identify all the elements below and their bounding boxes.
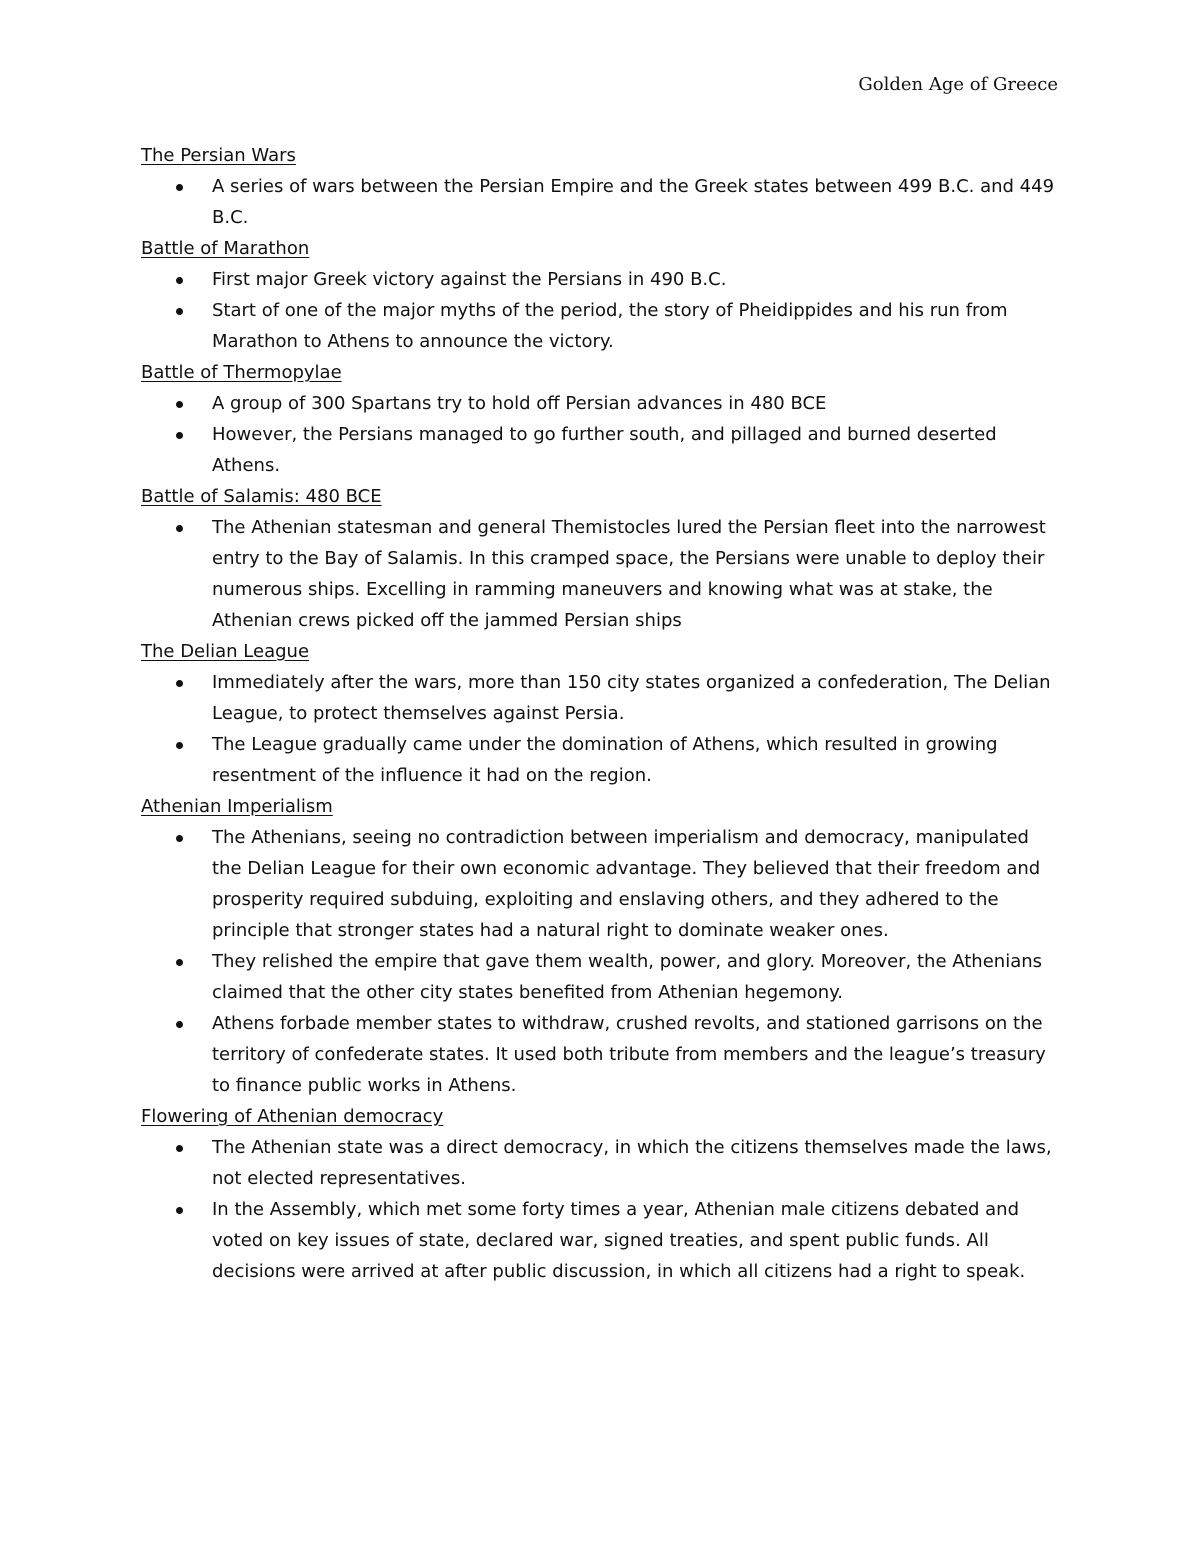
bullet-icon [176,1207,183,1214]
list-item [141,667,1061,729]
bullet-icon [176,401,183,408]
list-item-text: The League gradually came under the domination of Athens, which resulted in growing resentment of the influence it had on the region. [212,734,998,786]
section-heading: Flowering of Athenian democracy [141,1106,444,1127]
section-heading: Athenian Imperialism [141,796,333,817]
list-item-text: In the Assembly, which met some forty times a year, Athenian male citizens debated and voted on key issues of state, declared war, signed treaties, and spent public funds. All decisions were arrived at after public discussion, in which all citizens had a right to speak. [212,1199,1026,1282]
list-item [141,1008,1061,1101]
list-item [141,295,1061,357]
section-heading: The Persian Wars [141,145,296,166]
list-item [141,512,1061,636]
bullet-icon [176,308,183,315]
list-item [141,264,1061,295]
list-item-text: A series of wars between the Persian Empire and the Greek states between 499 B.C. and 449 B.C. [212,176,1055,228]
bullet-list [141,388,1061,481]
list-item [141,171,1061,233]
section-heading: Battle of Marathon [141,238,310,259]
document-header-title: Golden Age of Greece [858,74,1058,95]
bullet-list [141,512,1061,636]
list-item-text: Start of one of the major myths of the period, the story of Pheidippides and his run from Marathon to Athens to announce the victory. [212,300,1008,352]
bullet-list [141,667,1061,791]
bullet-icon [176,277,183,284]
bullet-icon [176,742,183,749]
list-item-text: The Athenian state was a direct democracy, in which the citizens themselves made the laws, not elected representatives. [212,1137,1052,1189]
bullet-icon [176,835,183,842]
document-body [141,140,1061,1287]
list-item-text: The Athenian statesman and general Themistocles lured the Persian fleet into the narrowest entry to the Bay of Salamis. In this cramped space, the Persians were unable to deploy their numerous ships. Excelling in ramming maneuvers and knowing what was at stake, the Athenian crews picked off the jammed Persian ships [212,517,1046,631]
bullet-icon [176,525,183,532]
list-item [141,419,1061,481]
bullet-icon [176,432,183,439]
section-heading: Battle of Salamis: 480 BCE [141,486,382,507]
bullet-icon [176,184,183,191]
list-item [141,388,1061,419]
bullet-icon [176,1021,183,1028]
bullet-list [141,1132,1061,1287]
list-item-text: However, the Persians managed to go further south, and pillaged and burned deserted Athens. [212,424,997,476]
bullet-list [141,264,1061,357]
bullet-list [141,171,1061,233]
list-item [141,946,1061,1008]
bullet-icon [176,959,183,966]
list-item-text: A group of 300 Spartans try to hold off Persian advances in 480 BCE [212,393,827,414]
list-item-text: Athens forbade member states to withdraw, crushed revolts, and stationed garrisons on the territory of confederate states. It used both tribute from members and the league’s treasury to finance public works in Athens. [212,1013,1046,1096]
list-item-text: First major Greek victory against the Persians in 490 B.C. [212,269,727,290]
section-heading: The Delian League [141,641,310,662]
bullet-icon [176,680,183,687]
bullet-icon [176,1145,183,1152]
list-item [141,822,1061,946]
list-item [141,1132,1061,1194]
list-item [141,729,1061,791]
list-item-text: They relished the empire that gave them wealth, power, and glory. Moreover, the Athenians claimed that the other city states benefited from Athenian hegemony. [212,951,1043,1003]
list-item-text: The Athenians, seeing no contradiction between imperialism and democracy, manipulated the Delian League for their own economic advantage. They believed that their freedom and prosperity required subduing, exploiting and enslaving others, and they adhered to the principle that stronger states had a natural right to dominate weaker ones. [212,827,1041,941]
list-item [141,1194,1061,1287]
bullet-list [141,822,1061,1101]
list-item-text: Immediately after the wars, more than 150 city states organized a confederation, The Delian League, to protect themselves against Persia. [212,672,1051,724]
section-heading: Battle of Thermopylae [141,362,342,383]
